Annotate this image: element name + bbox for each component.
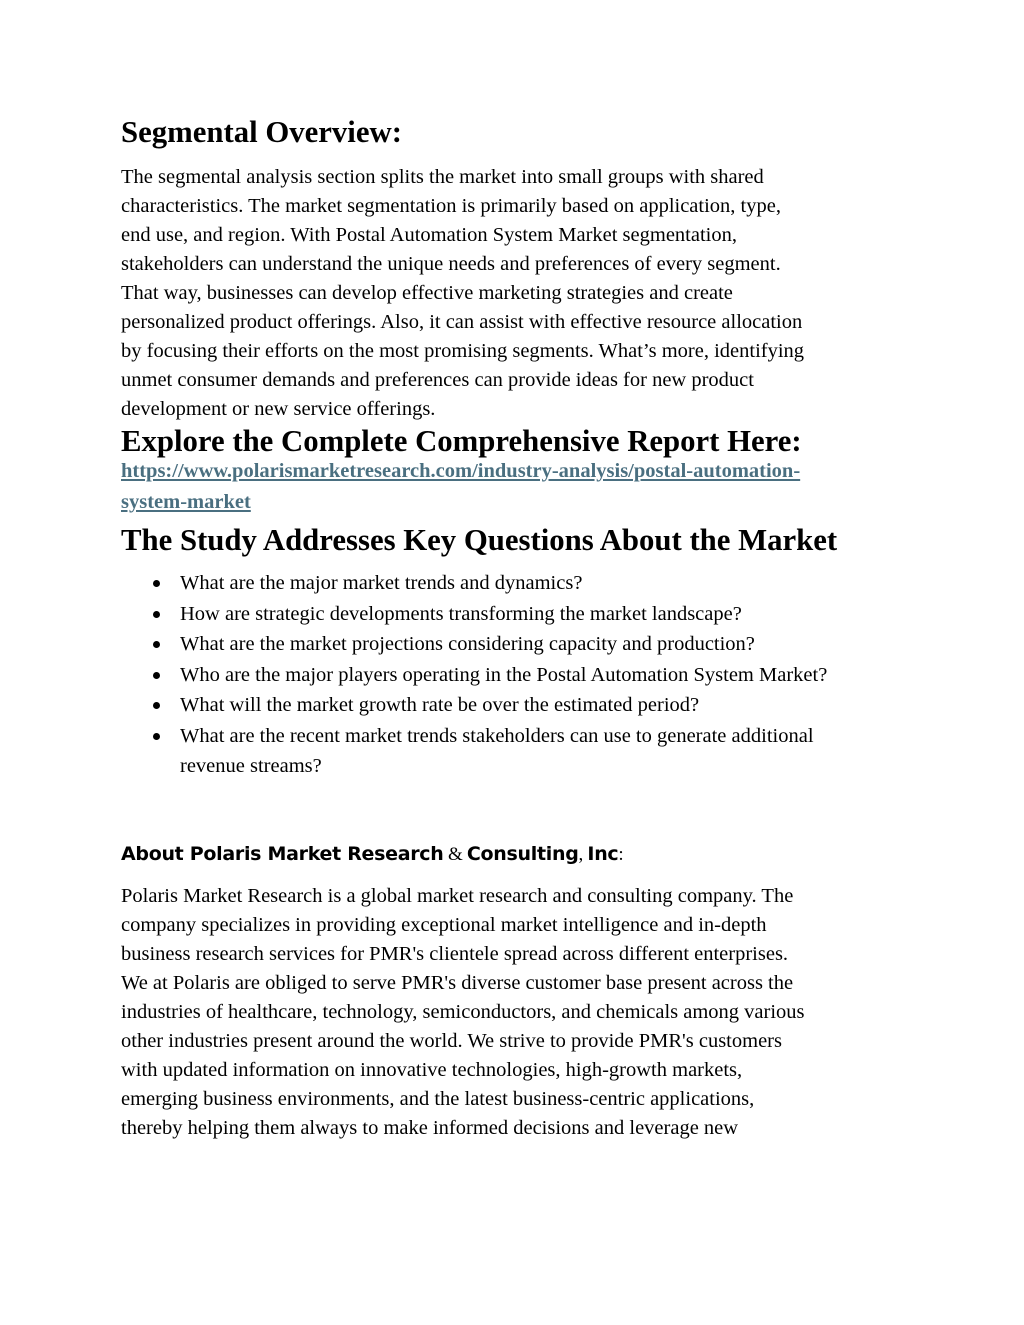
bullet-icon [153, 733, 160, 740]
paragraph-line: industries of healthcare, technology, semiconductors, and chemicals among various [121, 1000, 805, 1023]
question-text: What are the market projections considering capacity and production? [180, 633, 755, 655]
list-item [121, 660, 880, 691]
bullet-icon [153, 702, 160, 709]
paragraph-line: unmet consumer demands and preferences can provide ideas for new product [121, 369, 754, 391]
paragraph-line: characteristics. The market segmentation is primarily based on application, type, [121, 195, 781, 217]
list-item [121, 629, 921, 660]
segmental-overview-heading: Segmental Overview: [121, 115, 402, 149]
explore-report-heading: Explore the Complete Comprehensive Report Here: [121, 424, 802, 458]
paragraph-line: Polaris Market Research is a global market research and consulting company. The [121, 884, 794, 907]
about-heading-colon: : [618, 843, 624, 865]
about-heading-part: Inc [587, 842, 619, 865]
paragraph-line: That way, businesses can develop effective marketing strategies and create [121, 282, 733, 304]
bullet-icon [153, 580, 160, 587]
report-link-line-1[interactable]: https://www.polarismarketresearch.com/industry-analysis/postal-automation- [121, 460, 801, 482]
bullet-icon [153, 641, 160, 648]
report-link-line-2[interactable]: system-market [121, 491, 251, 513]
key-questions-list [121, 568, 921, 782]
paragraph-line: business research services for PMR's clientele spread across different enterprises. [121, 942, 789, 965]
paragraph-line: personalized product offerings. Also, it can assist with effective resource allocation [121, 311, 803, 333]
list-item [121, 721, 880, 782]
paragraph-line: development or new service offerings. [121, 398, 436, 420]
question-text: What will the market growth rate be over the estimated period? [180, 694, 700, 716]
question-text: Who are the major players operating in the Postal Automation System Market? [180, 663, 828, 686]
bullet-icon [153, 672, 160, 679]
paragraph-line: We at Polaris are obliged to serve PMR's diverse customer base present across the [121, 971, 794, 994]
segmental-overview-paragraph [121, 163, 921, 424]
paragraph-line: emerging business environments, and the latest business-centric applications, [121, 1087, 755, 1110]
document-page [121, 115, 921, 1143]
about-paragraph [121, 882, 921, 1143]
key-questions-heading: The Study Addresses Key Questions About the Market [121, 523, 838, 557]
paragraph-line: with updated information on innovative technologies, high-growth markets, [121, 1058, 743, 1081]
question-text: What are the recent market trends stakeholders can use to generate additional revenue streams? [180, 724, 814, 777]
about-heading-part: About Polaris Market Research [121, 842, 444, 865]
paragraph-line: other industries present around the world. We strive to provide PMR's customers [121, 1029, 782, 1052]
paragraph-line: company specializes in providing exceptional market intelligence and in-depth [121, 913, 767, 936]
paragraph-line: thereby helping them always to make informed decisions and leverage new [121, 1116, 739, 1139]
paragraph-line: The segmental analysis section splits the market into small groups with shared [121, 166, 764, 188]
question-text: What are the major market trends and dynamics? [180, 572, 583, 594]
question-text: How are strategic developments transforming the market landscape? [180, 602, 742, 625]
paragraph-line: stakeholders can understand the unique needs and preferences of every segment. [121, 253, 781, 275]
about-heading-amp: & [443, 843, 467, 865]
list-item [121, 599, 921, 630]
about-heading-part: Consulting [466, 842, 579, 865]
about-heading [121, 839, 921, 870]
paragraph-line: by focusing their efforts on the most promising segments. What’s more, identifying [121, 340, 805, 362]
list-item [121, 568, 921, 599]
paragraph-line: end use, and region. With Postal Automation System Market segmentation, [121, 224, 737, 246]
list-item [121, 690, 921, 721]
about-heading-comma: , [578, 843, 588, 865]
report-link[interactable] [121, 456, 921, 518]
bullet-icon [153, 611, 160, 618]
